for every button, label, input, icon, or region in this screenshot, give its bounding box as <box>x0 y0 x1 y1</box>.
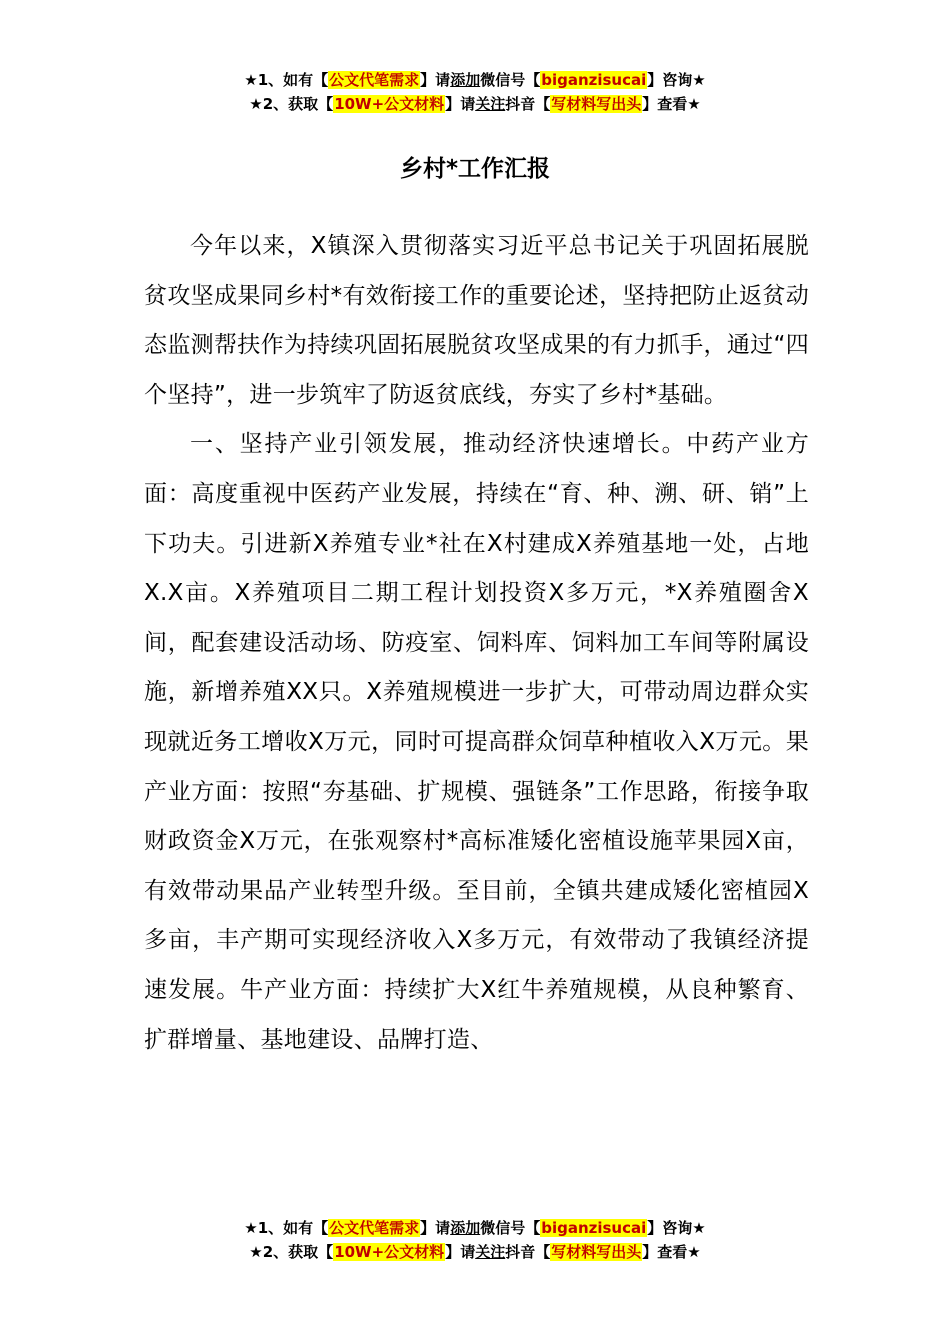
footer-banner <box>0 1216 950 1264</box>
banner-text: ★1、如有【 <box>244 1219 329 1237</box>
banner-underline: 关注 <box>475 1243 506 1261</box>
document-body <box>144 222 809 1065</box>
banner-text: 】请 <box>445 95 476 113</box>
banner-text: ★2、获取【 <box>249 1243 334 1261</box>
banner-text: 】咨询★ <box>647 1219 706 1237</box>
banner-text: 抖音【 <box>505 95 551 113</box>
banner-text: 微信号【 <box>480 71 541 89</box>
header-banner <box>0 68 950 116</box>
document-title: 乡村*工作汇报 <box>399 156 551 182</box>
banner-highlight: biganzisucai <box>541 71 647 89</box>
banner-text: ★1、如有【 <box>244 71 329 89</box>
banner-highlight: 10W+公文材料 <box>334 95 445 113</box>
banner-line-2 <box>0 1240 950 1264</box>
banner-text: 微信号【 <box>480 1219 541 1237</box>
banner-text: 】查看★ <box>642 1243 701 1261</box>
banner-text: 】请 <box>420 1219 451 1237</box>
banner-underline: 添加 <box>450 71 481 89</box>
banner-line-1 <box>0 68 950 92</box>
banner-text: ★2、获取【 <box>249 95 334 113</box>
banner-highlight: 公文代笔需求 <box>329 1219 420 1237</box>
banner-text: 】咨询★ <box>647 71 706 89</box>
banner-highlight: biganzisucai <box>541 1219 647 1237</box>
banner-highlight: 写材料写出头 <box>551 95 642 113</box>
banner-text: 】查看★ <box>642 95 701 113</box>
banner-underline: 添加 <box>450 1219 481 1237</box>
banner-text: 】请 <box>445 1243 476 1261</box>
banner-line-1 <box>0 1216 950 1240</box>
paragraph: 今年以来，X镇深入贯彻落实习近平总书记关于巩固拓展脱贫攻坚成果同乡村*有效衔接工作的重要论述，坚持把防止返贫动态监测帮扶作为持续巩固拓展脱贫攻坚成果的有力抓手，通过“四个坚持”，进一步筑牢了防返贫底线，夯实了乡村*基础。 <box>144 233 809 408</box>
banner-underline: 关注 <box>475 95 506 113</box>
banner-highlight: 10W+公文材料 <box>334 1243 445 1261</box>
banner-text: 】请 <box>420 71 451 89</box>
paragraph: 一、坚持产业引领发展，推动经济快速增长。中药产业方面：高度重视中医药产业发展，持续在“育、种、溯、研、销”上下功夫。引进新X养殖专业*社在X村建成X养殖基地一处，占地X.X亩。X养殖项目二期工程计划投资X多万元，*X养殖圈舍X间，配套建设活动场、防疫室、饲料库、饲料加工车间等附属设施，新增养殖XX只。X养殖规模进一步扩大，可带动周边群众实现就近务工增收X万元，同时可提高群众饲草种植收入X万元。果产业方面：按照“夯基础、扩规模、强链条”工作思路，衔接争取财政资金X万元，在张观察村*高标准矮化密植设施苹果园X亩，有效带动果品产业转型升级。至目前，全镇共建成矮化密植园X多亩，丰产期可实现经济收入X多万元，有效带动了我镇经济提速发展。牛产业方面：持续扩大X红牛养殖规模，从良种繁育、扩群增量、基地建设、品牌打造、 <box>144 431 809 1053</box>
banner-text: 抖音【 <box>505 1243 551 1261</box>
banner-highlight: 写材料写出头 <box>551 1243 642 1261</box>
banner-line-2 <box>0 92 950 116</box>
banner-highlight: 公文代笔需求 <box>329 71 420 89</box>
